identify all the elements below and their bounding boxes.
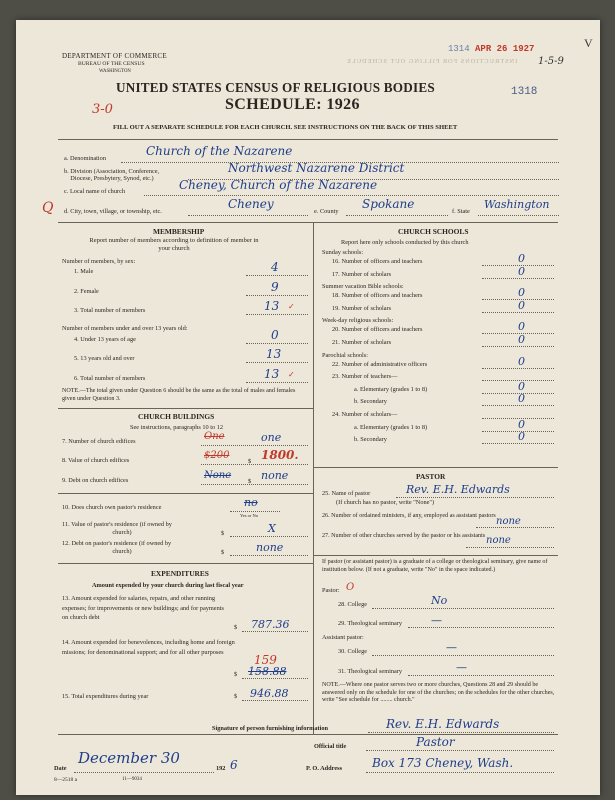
edifice-value-line	[201, 464, 308, 465]
pastor-note: NOTE.—Where one pastor serves two or more churches, Questions 28 and 29 should be answered only on the schedule for one of the churches; on the schedules for the other churches, write "See schedule for ........ church."	[322, 682, 555, 703]
stamped-number: 1318	[511, 86, 538, 98]
school-answer-line	[482, 278, 554, 279]
q30-label: 30. College	[338, 648, 368, 655]
dollar-sign: $	[234, 693, 238, 700]
rule	[58, 493, 313, 494]
q30-line	[372, 655, 554, 656]
school-answer-value: 0	[518, 320, 525, 334]
school-question-label: 19. Number of scholars	[332, 304, 392, 312]
q14-line	[242, 678, 308, 679]
under13-line	[246, 343, 308, 344]
signature-value: Rev. E.H. Edwards	[386, 717, 500, 731]
expenditures-title: EXPENDITURES	[151, 569, 209, 578]
owns-residence-line	[230, 511, 280, 512]
debt-edifice-value: none	[261, 469, 289, 482]
q29-label: 29. Theological seminary	[338, 620, 403, 627]
margin-mark: Q	[42, 200, 54, 216]
q31-label: 31. Theological seminary	[338, 668, 403, 675]
school-answer-value: 0	[518, 354, 525, 368]
date-label: Date	[54, 765, 67, 772]
address-value: Box 173 Cheney, Wash.	[372, 756, 514, 770]
q13-value: 787.36	[251, 618, 290, 631]
signature-line	[368, 732, 554, 733]
q29-value: —	[431, 614, 442, 627]
top-rule	[58, 139, 558, 140]
check-mark: V	[584, 36, 593, 50]
q25-line	[396, 497, 554, 498]
school-answer-line	[482, 405, 554, 406]
schools-rule	[313, 467, 558, 468]
state-value: Washington	[484, 198, 550, 211]
school-question-label: a. Elementary (grades 1 to 8)	[354, 423, 428, 431]
membership-title: MEMBERSHIP	[153, 227, 205, 236]
total-age-value: 13	[264, 367, 280, 381]
print-number: 11—9034	[122, 777, 142, 782]
school-answer-value: 0	[518, 417, 525, 431]
division-value: Northwest Nazarene District	[228, 161, 405, 175]
buildings-rule	[58, 563, 313, 564]
residence-debt-line	[230, 555, 308, 556]
edifice-value-value: 1800.	[261, 448, 299, 462]
signature-label: Signature of person furnishing information	[212, 725, 329, 732]
local-name-value: Cheney, Church of the Nazarene	[179, 178, 378, 192]
q30-value: —	[446, 641, 457, 654]
residence-debt-value: none	[256, 541, 284, 554]
age-head: Number of members under and over 13 years old:	[62, 325, 188, 332]
over13-line	[246, 362, 308, 363]
q15-line	[242, 700, 308, 701]
pastor-title: PASTOR	[416, 472, 446, 481]
bureau-label: BUREAU OF THE CENSUS	[78, 61, 145, 67]
q28-value: No	[431, 594, 448, 607]
dollar-sign: $	[234, 671, 238, 678]
denomination-label: a. Denomination	[64, 155, 106, 162]
school-question-label: 24. Number of scholars—	[332, 411, 398, 418]
edifices-line	[201, 445, 308, 446]
q25-label: 25. Name of pastor	[322, 490, 371, 497]
washington-label: WASHINGTON	[99, 69, 131, 74]
q29-line	[408, 627, 554, 628]
q25-value: Rev. E.H. Edwards	[406, 483, 510, 496]
q31-value: —	[456, 661, 467, 674]
address-line	[366, 772, 554, 773]
college-note: If pastor (or assistant pastor) is a graduate of a college or theological seminary, give name of institution below. (If not a graduate, write "No" in the space indicated.)	[322, 559, 548, 573]
male-value: 4	[271, 260, 279, 274]
schedule-title: SCHEDULE: 1926	[225, 96, 360, 113]
membership-note: NOTE.—The total given under Question 6 should be the same as the total of males and females given under Question 3.	[62, 388, 296, 402]
date-stamp	[448, 44, 534, 54]
schools-sub: Report here only schools conducted by this church	[341, 239, 469, 246]
q26-label: 26. Number of ordained ministers, if any, employed as assistant pastors	[322, 513, 496, 519]
division-label: b. Division (Association, Conference, Diocese, Presbytery, Synod, etc.)	[64, 168, 160, 182]
q27-label: 27. Number of other churches served by the pastor or his assistants	[322, 533, 486, 539]
residence-value-label: 11. Value of pastor's residence (if owned by church)	[62, 521, 172, 536]
edifices-struck: One	[204, 431, 225, 442]
school-answer-line	[482, 312, 554, 313]
dollar-sign: $	[221, 530, 225, 537]
school-group-label: Week-day religious schools:	[322, 317, 394, 325]
membership-rule	[58, 408, 313, 409]
buildings-sub: See instructions, paragraphs 10 to 12	[130, 424, 224, 431]
debt-edifice-struck: None	[204, 470, 232, 481]
female-value: 9	[271, 280, 279, 294]
edifices-value: one	[261, 431, 282, 444]
total-members-line	[246, 314, 308, 315]
male-line	[246, 275, 308, 276]
state-label: f. State	[452, 208, 470, 215]
edifices-label: 7. Number of church edifices	[62, 438, 136, 445]
school-question-label: 17. Number of scholars	[332, 270, 392, 278]
denomination-value: Church of the Nazarene	[146, 144, 293, 158]
school-answer-value: 0	[518, 264, 525, 278]
school-answer-value: 0	[518, 286, 525, 300]
official-title-line	[366, 750, 554, 751]
date-line	[74, 772, 214, 773]
bleed-through-text: INSTRUCTIONS FOR FILLING OUT SCHEDULE	[346, 58, 518, 65]
school-answer-line	[482, 346, 554, 347]
over13-label: 5. 13 years old and over	[74, 355, 135, 362]
q27-value: none	[486, 535, 511, 546]
q28-label: 28. College	[338, 601, 368, 608]
q31-line	[408, 675, 554, 676]
q13-line	[242, 631, 308, 632]
female-line	[246, 295, 308, 296]
school-question-label: b. Secondary	[354, 398, 387, 406]
yes-no-hint: Yes or No	[240, 513, 259, 518]
census-schedule-sheet	[16, 20, 600, 795]
county-line	[346, 215, 448, 216]
body-bottom-rule	[58, 734, 558, 735]
buildings-title: CHURCH BUILDINGS	[138, 412, 215, 421]
school-answer-value: 0	[518, 333, 525, 346]
owns-residence-label: 10. Does church own pastor's residence	[62, 504, 162, 511]
city-label: d. City, town, village, or township, etc.	[64, 208, 162, 215]
official-title-value: Pastor	[416, 735, 455, 749]
total-members-label: 3. Total number of members	[74, 307, 146, 314]
debt-edifice-line	[201, 484, 308, 485]
school-question-label: 18. Number of officers and teachers	[332, 292, 423, 300]
female-label: 2. Female	[74, 288, 99, 295]
q14-struck: 158.88	[248, 665, 287, 678]
owns-residence-value: no	[244, 496, 258, 509]
school-answer-line	[482, 368, 554, 369]
fields-rule	[58, 222, 558, 223]
edifice-value-label: 8. Value of church edifices	[62, 457, 130, 464]
total-age-line	[246, 382, 308, 383]
school-answer-line	[482, 443, 554, 444]
q27-line	[466, 547, 554, 548]
debt-edifice-label: 9. Debt on church edifices	[62, 477, 129, 484]
by-sex-label: Number of members, by sex:	[62, 258, 136, 265]
county-value: Spokane	[362, 197, 415, 211]
q26-line	[476, 527, 554, 528]
local-name-line	[144, 195, 559, 196]
q15-label: 15. Total expenditures during year	[62, 693, 149, 700]
county-label: e. County	[314, 208, 339, 215]
pastor-sub-label: Pastor:	[322, 587, 340, 594]
department-label: DEPARTMENT OF COMMERCE	[62, 52, 167, 60]
total-members-value: 13	[264, 299, 280, 313]
schools-title: CHURCH SCHOOLS	[398, 227, 469, 236]
over13-value: 13	[266, 347, 282, 361]
q25-hint: (If church has no pastor, write "None")	[336, 499, 435, 506]
stamp-date: APR 26 1927	[475, 44, 535, 54]
q28-line	[372, 608, 554, 609]
year-digit: 6	[230, 758, 238, 772]
official-title-label: Official title	[314, 743, 347, 750]
assistant-label: Assistant pastor:	[322, 634, 364, 641]
q26-value: none	[496, 516, 521, 527]
under13-value: 0	[271, 328, 279, 342]
school-answer-value: 0	[518, 379, 525, 393]
instruction-line: FILL OUT A SEPARATE SCHEDULE FOR EACH CHURCH. SEE INSTRUCTIONS ON THE BACK OF THIS SHEET	[113, 124, 458, 131]
year-prefix: 192	[216, 765, 226, 772]
state-line	[478, 215, 559, 216]
handwritten-code: 3-0	[92, 102, 113, 117]
male-label: 1. Male	[74, 268, 94, 275]
school-question-label: 20. Number of officers and teachers	[332, 326, 423, 334]
local-name-label: c. Local name of church	[64, 188, 126, 195]
q15-value: 946.88	[250, 687, 289, 700]
school-question-label: 22. Number of administrative officers	[332, 360, 428, 368]
residence-debt-label: 12. Debt on pastor's residence (if owned by church)	[62, 540, 172, 555]
dollar-sign: $	[248, 458, 252, 465]
expenditures-sub: Amount expended by your church during last fiscal year	[92, 582, 244, 589]
school-group-label: Sunday schools:	[322, 249, 364, 256]
residence-value-value: X	[268, 522, 276, 535]
dollar-sign: $	[234, 624, 238, 631]
city-value: Cheney	[228, 197, 274, 211]
address-label: P. O. Address	[306, 765, 343, 772]
school-group-label: Parochial schools:	[322, 351, 368, 359]
dollar-sign: $	[248, 478, 252, 485]
school-question-label: b. Secondary	[354, 436, 387, 444]
school-group-label: Summer vacation Bible schools:	[322, 283, 404, 291]
school-answer-value: 0	[518, 298, 525, 312]
small-handwritten-code: 1-5-9	[538, 56, 564, 67]
tick-mark-icon: ✓	[288, 370, 295, 379]
membership-sub: Report number of members according to definition of member in your church	[89, 237, 259, 252]
dollar-sign: $	[221, 549, 225, 556]
city-line	[188, 215, 308, 216]
school-answer-value: 0	[518, 392, 525, 406]
school-question-label: 16. Number of officers and teachers	[332, 258, 423, 265]
total-age-label: 6. Total number of members	[74, 375, 146, 382]
school-question-label: 23. Number of teachers—	[332, 373, 398, 381]
school-question-label: a. Elementary (grades 1 to 8)	[354, 385, 428, 393]
center-column-rule	[313, 222, 314, 734]
pastor-circle-mark: O	[346, 582, 355, 593]
school-question-label: 21. Number of scholars	[332, 339, 392, 346]
under13-label: 4. Under 13 years of age	[74, 336, 136, 343]
date-value: December 30	[78, 749, 180, 767]
residence-value-line	[230, 536, 308, 537]
form-title: UNITED STATES CENSUS OF RELIGIOUS BODIES	[116, 80, 435, 95]
school-answer-value: 0	[518, 252, 525, 265]
stamp-number: 1314	[448, 44, 470, 54]
tick-mark-icon: ✓	[288, 302, 295, 311]
school-answer-value: 0	[518, 430, 525, 444]
pastor-rule	[313, 555, 558, 556]
q14-label: 14. Amount expended for benevolences, including home and foreign missions; for denominational support; and for all other purposes	[62, 639, 235, 656]
q14-value: 159	[254, 653, 277, 667]
form-number: 8—2518 a	[54, 777, 78, 783]
q13-label: 13. Amount expended for salaries, repairs, and other running expenses; for improvements or new buildings; and for payments on church debt	[62, 595, 224, 622]
edifice-value-struck: $200	[204, 450, 230, 461]
